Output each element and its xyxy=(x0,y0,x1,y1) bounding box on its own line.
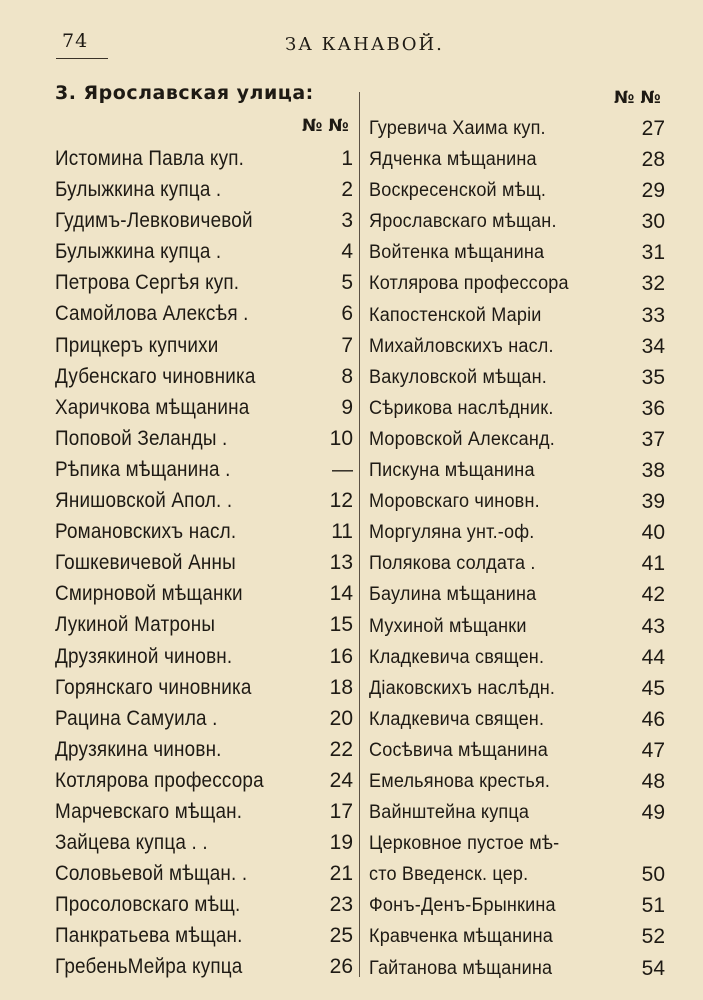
entry-name: Самойлова Алексѣя . xyxy=(55,302,249,326)
entry-number: 5 xyxy=(341,271,353,295)
entry-name: Друзякина чиновн. xyxy=(55,737,222,761)
list-item xyxy=(55,423,353,454)
list-item xyxy=(55,547,353,578)
entry-name: Котлярова профессора xyxy=(369,273,569,295)
entry-name: Кладкевича священ. xyxy=(369,708,545,730)
entry-number: 44 xyxy=(641,645,665,669)
list-item xyxy=(55,143,353,174)
list-item xyxy=(369,953,665,984)
list-item xyxy=(369,828,665,859)
entry-name: Гошкевичевой Анны xyxy=(55,551,236,575)
list-item xyxy=(55,298,353,329)
entry-number: 23 xyxy=(329,893,353,917)
list-item xyxy=(55,236,353,267)
number-header-left: № № xyxy=(302,116,349,136)
entry-name: Ядченка мѣщанина xyxy=(369,149,537,171)
entry-number: 46 xyxy=(641,707,665,731)
list-item xyxy=(55,796,353,827)
entry-number: 33 xyxy=(641,303,665,327)
entry-name: Вакуловской мѣщан. xyxy=(369,366,547,388)
entry-name: Просоловскаго мѣщ. xyxy=(55,893,241,917)
list-item xyxy=(55,485,353,516)
entry-number: 25 xyxy=(329,924,353,948)
number-header-right: № № xyxy=(614,88,661,108)
entry-name: Гайтанова мѣщанина xyxy=(369,957,553,979)
section-title: 3. Ярославская улица: xyxy=(55,82,314,104)
list-item xyxy=(55,267,353,298)
entry-number: 22 xyxy=(329,737,353,761)
entry-number: 14 xyxy=(329,582,353,606)
list-item xyxy=(369,517,665,548)
entry-name: Смирновой мѣщанки xyxy=(55,582,243,606)
entry-name: Сосѣвича мѣщанина xyxy=(369,739,548,761)
entry-number: 38 xyxy=(641,459,665,483)
list-item xyxy=(369,268,665,299)
entry-name: Кравченка мѣщанина xyxy=(369,926,553,948)
entry-number: 35 xyxy=(641,365,665,389)
left-column xyxy=(55,143,353,983)
entry-number: 12 xyxy=(329,489,353,513)
entry-name: Горянскаго чиновника xyxy=(55,675,252,699)
entry-name: Дубенскаго чиновника xyxy=(55,364,256,388)
list-item xyxy=(369,921,665,952)
list-item xyxy=(369,766,665,797)
list-item xyxy=(55,641,353,672)
list-item xyxy=(55,361,353,392)
entry-name: Харичкова мѣщанина xyxy=(55,395,250,419)
entry-number: 49 xyxy=(641,801,665,825)
entry-name: Ярославскаго мѣщан. xyxy=(369,211,557,233)
entry-name: Полякова солдата . xyxy=(369,553,536,575)
entry-name: Моровскаго чиновн. xyxy=(369,491,540,513)
entry-number: 36 xyxy=(641,396,665,420)
list-item xyxy=(369,735,665,766)
entry-number: 26 xyxy=(329,955,353,979)
list-item xyxy=(55,205,353,236)
list-item xyxy=(55,174,353,205)
entry-number: 4 xyxy=(341,240,353,264)
entry-name: Котлярова профессора xyxy=(55,768,264,792)
entry-number: 2 xyxy=(341,178,353,202)
entry-number: 41 xyxy=(641,552,665,576)
list-item xyxy=(369,579,665,610)
entry-number: 28 xyxy=(641,148,665,172)
list-item xyxy=(369,455,665,486)
list-item xyxy=(369,673,665,704)
entry-name: Баулина мѣщанина xyxy=(369,584,537,606)
entry-name: Янишовской Апол. . xyxy=(55,489,233,513)
entry-number: 17 xyxy=(329,799,353,823)
list-item xyxy=(369,300,665,331)
entry-number: 18 xyxy=(329,675,353,699)
list-item xyxy=(55,703,353,734)
page-number-rule xyxy=(56,58,108,59)
entry-name: Гудимъ-Левковичевой xyxy=(55,209,253,233)
entry-number: 45 xyxy=(641,676,665,700)
entry-number: 19 xyxy=(329,831,353,855)
entry-number: 32 xyxy=(641,272,665,296)
right-column xyxy=(369,113,665,984)
entry-number: — xyxy=(332,457,353,481)
entry-number: 34 xyxy=(641,334,665,358)
entry-number: 27 xyxy=(641,117,665,140)
entry-name: Мухиной мѣщанки xyxy=(369,615,527,637)
list-item xyxy=(369,642,665,673)
entry-number: 8 xyxy=(341,364,353,388)
list-item xyxy=(369,331,665,362)
list-item xyxy=(55,858,353,889)
list-item xyxy=(55,609,353,640)
entry-name: ГребеньМейра купца xyxy=(55,955,243,979)
entry-name: Гуревича Хаима куп. xyxy=(369,118,546,139)
entry-name: Церковное пустое мѣ- xyxy=(369,833,560,855)
entry-name: Михайловскихъ насл. xyxy=(369,335,554,357)
entry-number: 13 xyxy=(329,551,353,575)
list-item xyxy=(369,113,665,144)
list-item xyxy=(55,330,353,361)
list-item xyxy=(55,454,353,485)
entry-number: 1 xyxy=(341,147,353,170)
list-item xyxy=(55,951,353,982)
list-item xyxy=(55,920,353,951)
entry-name: Войтенка мѣщанина xyxy=(369,242,545,264)
list-item xyxy=(369,797,665,828)
entry-name: Друзякиной чиновн. xyxy=(55,644,233,668)
entry-number: 47 xyxy=(641,738,665,762)
entry-number: 43 xyxy=(641,614,665,638)
list-item xyxy=(369,859,665,890)
entry-name: Рѣпика мѣщанина . xyxy=(55,457,231,481)
entry-name: Діаковскихъ наслѣдн. xyxy=(369,677,556,699)
entry-name: Емельянова крестья. xyxy=(369,770,551,792)
list-item xyxy=(55,827,353,858)
entry-name: Прицкеръ купчихи xyxy=(55,333,219,357)
list-item xyxy=(369,237,665,268)
entry-name: Сѣрикова наслѣдник. xyxy=(369,397,554,419)
entry-number: 48 xyxy=(641,769,665,793)
entry-name: Рацина Самуила . xyxy=(55,706,218,730)
list-item xyxy=(55,889,353,920)
entry-number: 16 xyxy=(329,644,353,668)
list-item xyxy=(369,144,665,175)
entry-number: 21 xyxy=(329,862,353,886)
running-head: ЗА КАНАВОЙ. xyxy=(285,34,444,55)
entry-number: 24 xyxy=(329,768,353,792)
list-item xyxy=(55,765,353,796)
entry-name: Фонъ-Денъ-Брынкина xyxy=(369,895,556,917)
entry-number: 42 xyxy=(641,583,665,607)
list-item xyxy=(369,393,665,424)
entry-name: Зайцева купца . . xyxy=(55,831,208,855)
entry-name: Истомина Павла куп. xyxy=(55,147,245,170)
list-item xyxy=(369,704,665,735)
entry-name: Марчевскаго мѣщан. xyxy=(55,799,243,823)
entry-number: 11 xyxy=(331,520,353,544)
entry-name: сто Введенск. цер. xyxy=(369,864,529,886)
entry-name: Пискуна мѣщанина xyxy=(369,460,535,482)
list-item xyxy=(369,175,665,206)
entry-number: 52 xyxy=(641,925,665,949)
list-item xyxy=(55,578,353,609)
entry-name: Поповой Зеланды . xyxy=(55,426,228,450)
entry-number: 29 xyxy=(641,179,665,203)
entry-name: Лукиной Матроны xyxy=(55,613,216,637)
entry-name: Булыжкина купца . xyxy=(55,178,222,202)
page-number: 74 xyxy=(62,30,89,52)
entry-name: Капостенской Маріи xyxy=(369,304,542,326)
entry-name: Панкратьева мѣщан. xyxy=(55,924,243,948)
list-item xyxy=(369,206,665,237)
entry-name: Вайнштейна купца xyxy=(369,802,530,824)
entry-name: Кладкевича священ. xyxy=(369,646,545,668)
entry-name: Петрова Сергѣя куп. xyxy=(55,271,240,295)
entry-number: 9 xyxy=(341,395,353,419)
entry-number: 3 xyxy=(341,209,353,233)
entry-number: 54 xyxy=(641,956,665,980)
entry-number: 51 xyxy=(641,894,665,918)
entry-name: Романовскихъ насл. xyxy=(55,520,237,544)
entry-name: Булыжкина купца . xyxy=(55,240,222,264)
list-item xyxy=(55,672,353,703)
entry-number: 6 xyxy=(341,302,353,326)
entry-number: 31 xyxy=(641,241,665,265)
list-item xyxy=(369,548,665,579)
list-item xyxy=(369,486,665,517)
entry-number: 40 xyxy=(641,521,665,545)
entry-number: 39 xyxy=(641,490,665,514)
column-divider xyxy=(359,92,360,977)
list-item xyxy=(55,734,353,765)
entry-name: Соловьевой мѣщан. . xyxy=(55,862,248,886)
list-item xyxy=(369,611,665,642)
entry-number: 7 xyxy=(341,333,353,357)
list-item xyxy=(369,362,665,393)
entry-name: Моровской Александ. xyxy=(369,428,555,450)
list-item xyxy=(55,392,353,423)
entry-name: Воскресенской мѣщ. xyxy=(369,180,547,202)
entry-number: 50 xyxy=(641,863,665,887)
list-item xyxy=(369,424,665,455)
entry-number: 20 xyxy=(329,706,353,730)
list-item xyxy=(369,890,665,921)
entry-number: 30 xyxy=(641,210,665,234)
entry-number: 15 xyxy=(329,613,353,637)
list-item xyxy=(55,516,353,547)
entry-number: 10 xyxy=(329,426,353,450)
entry-name: Моргуляна унт.-оф. xyxy=(369,522,535,544)
entry-number: 37 xyxy=(641,427,665,451)
